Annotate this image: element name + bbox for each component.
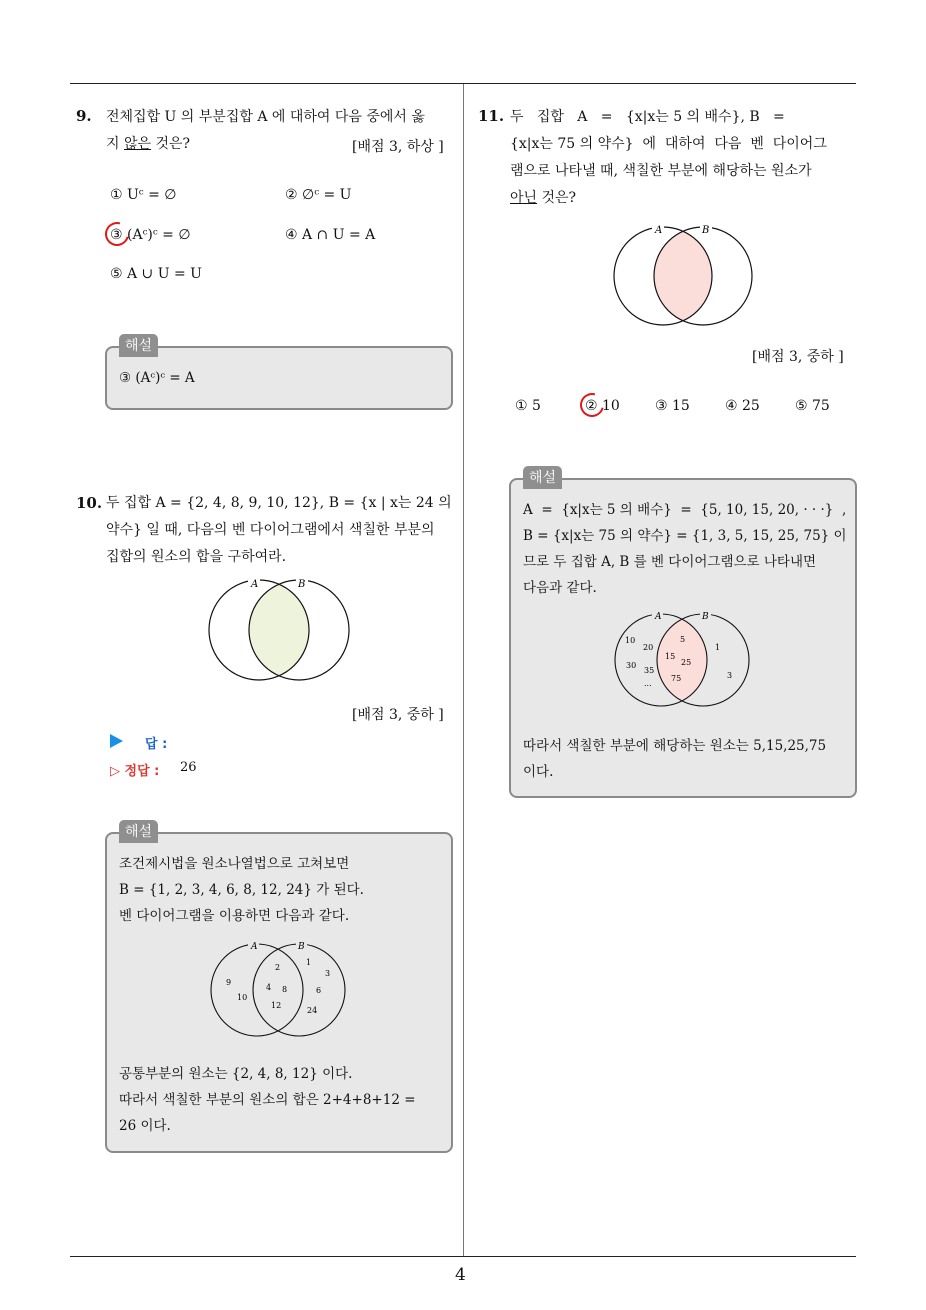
q10-line1: 두 집합 A = {2, 4, 8, 9, 10, 12}, B = {x | x는 24 의 [106,495,452,511]
q11-line4 [510,185,860,212]
q11-sol-elem: 30 [626,661,637,670]
q10-solution-line-6: 26 이다. [119,1118,171,1134]
q11-sol-elem: 35 [644,666,655,675]
q11-sol-elem: ... [644,679,652,688]
q10-correct-label: ▷ 정답 : [110,764,160,779]
q11-sol-elem: 5 [680,635,686,644]
q9-choice-4[interactable]: ④ A ∩ U = A [285,227,376,243]
q9-line2-post: 것은? [151,136,191,152]
q11-sol-elem: 25 [681,658,692,667]
q9-choice-2[interactable]: ② ∅ᶜ = U [285,187,352,203]
q11-choice-1[interactable]: ① 5 [515,398,541,414]
q10-solution-box [105,824,453,1153]
q11-choice-5[interactable]: ⑤ 75 [795,398,830,414]
q9-solution-tag: 해설 [119,334,158,357]
q11-venn-label-b: B [702,225,710,236]
q10-sol-elem: 8 [282,985,288,994]
q10-venn-label-b: B [298,579,306,590]
q9-number: 9. [76,107,92,125]
q10-solution-line-4: 공통부분의 원소는 {2, 4, 8, 12} 이다. [119,1066,353,1082]
q11-meta: [배점 3, 중하 ] [752,349,844,365]
q9-underlined-word: 않은 [123,136,152,152]
q10-solution-line-5: 따라서 색칠한 부분의 원소의 합은 2+4+8+12 = [119,1092,416,1108]
q11-sol-label-b: B [702,612,709,622]
q11-number: 11. [478,107,505,125]
q11-sol-elem: 10 [625,636,636,645]
q10-line2: 약수} 일 때, 다음의 벤 다이어그램에서 색칠한 부분의 [106,522,435,538]
q10-sol-elem: 1 [306,958,312,967]
q10-sol-elem: 6 [316,986,322,995]
q10-sol-elem: 12 [271,1001,282,1010]
q10-answer-label: 답 : [145,737,168,752]
q10-sol-elem: 24 [307,1006,318,1015]
q11-sol-elem: 1 [715,643,721,652]
answer-play-icon [110,734,123,748]
q10-sol-elem: 10 [237,993,248,1002]
q10-venn-label-a: A [251,579,259,590]
q10-sol-elem: 3 [325,969,331,978]
q11-venn-label-a: A [655,225,663,236]
q11-solution-venn [607,608,757,708]
q11-sol-elem: 3 [727,671,733,680]
q11-sol-elem: 15 [665,652,676,661]
q9-choice-3[interactable]: ③ (Aᶜ)ᶜ = ∅ [110,227,191,243]
q11-sol-elem: 75 [671,674,682,683]
q9-line1: 전체집합 U 의 부분집합 A 에 대하여 다음 중에서 옳 [106,109,425,125]
q9-line2-pre: 지 [106,136,124,152]
q10-solution-line-2: B = {1, 2, 3, 4, 6, 8, 12, 24} 가 된다. [119,882,364,898]
q10-solution-venn [203,938,353,1038]
q10-correct-value: 26 [180,760,197,775]
q9-choice-1[interactable]: ① Uᶜ = ∅ [110,187,177,203]
q11-line4-post: 것은? [537,190,577,206]
q10-sol-elem: 4 [266,983,272,992]
q10-sol-label-a: A [251,942,258,952]
q11-line2: {x|x는 75 의 약수} 에 대하여 다음 벤 다이어그 [510,136,827,152]
q10-sol-elem: 2 [275,963,281,972]
q10-venn-diagram [200,574,360,684]
q11-line1: 두 집합 A = {x|x는 5 의 배수}, B = [510,109,785,125]
q11-solution-line-6: 이다. [523,764,554,780]
q11-choice-4[interactable]: ④ 25 [725,398,760,414]
q10-sol-circle-a [211,944,303,1036]
q10-question [106,490,458,571]
q11-underlined-word: 아닌 [510,190,538,206]
q11-solution-line-3: 므로 두 집합 A, B 를 벤 다이어그램으로 나타내면 [523,554,817,570]
q9-solution-text: ③ (Aᶜ)ᶜ = A [119,370,195,386]
q10-solution-line-3: 벤 다이어그램을 이용하면 다음과 같다. [119,908,350,924]
q10-sol-label-b: B [298,942,305,952]
q10-solution-line-1: 조건제시법을 원소나열법으로 고쳐보면 [119,856,350,872]
bottom-rule [70,1256,856,1257]
q11-sol-elem: 20 [643,643,654,652]
q10-line3: 집합의 원소의 합을 구하여라. [106,549,287,565]
q9-solution-box [105,338,453,410]
q11-choice-2[interactable]: ② 10 [585,398,620,414]
q11-sol-label-a: A [655,612,662,622]
q11-solution-box [509,470,857,798]
q10-solution-tag: 해설 [119,820,158,843]
column-divider [463,84,464,1256]
q11-question [510,104,860,212]
q10-number: 10. [76,494,103,512]
q10-sol-elem: 9 [226,978,232,987]
q11-solution-line-1: A = {x|x는 5 의 배수} = {5, 10, 15, 20, · · ·} , [523,502,847,518]
q11-solution-line-2: B = {x|x는 75 의 약수} = {1, 3, 5, 15, 25, 75} 이 [523,528,847,544]
q11-solution-line-4: 다음과 같다. [523,580,597,596]
q10-meta: [배점 3, 중하 ] [352,707,444,723]
q9-meta: [배점 3, 하상 ] [352,139,444,155]
q9-choice-5[interactable]: ⑤ A ∪ U = U [110,266,202,282]
q11-line3: 램으로 나타낼 때, 색칠한 부분에 해당하는 원소가 [510,163,812,179]
q11-solution-line-5: 따라서 색칠한 부분에 해당하는 원소는 5,15,25,75 [523,738,827,754]
q11-choice-3[interactable]: ③ 15 [655,398,690,414]
q11-venn-diagram [604,220,764,330]
page-number: 4 [455,1265,466,1285]
q11-solution-tag: 해설 [523,466,562,489]
